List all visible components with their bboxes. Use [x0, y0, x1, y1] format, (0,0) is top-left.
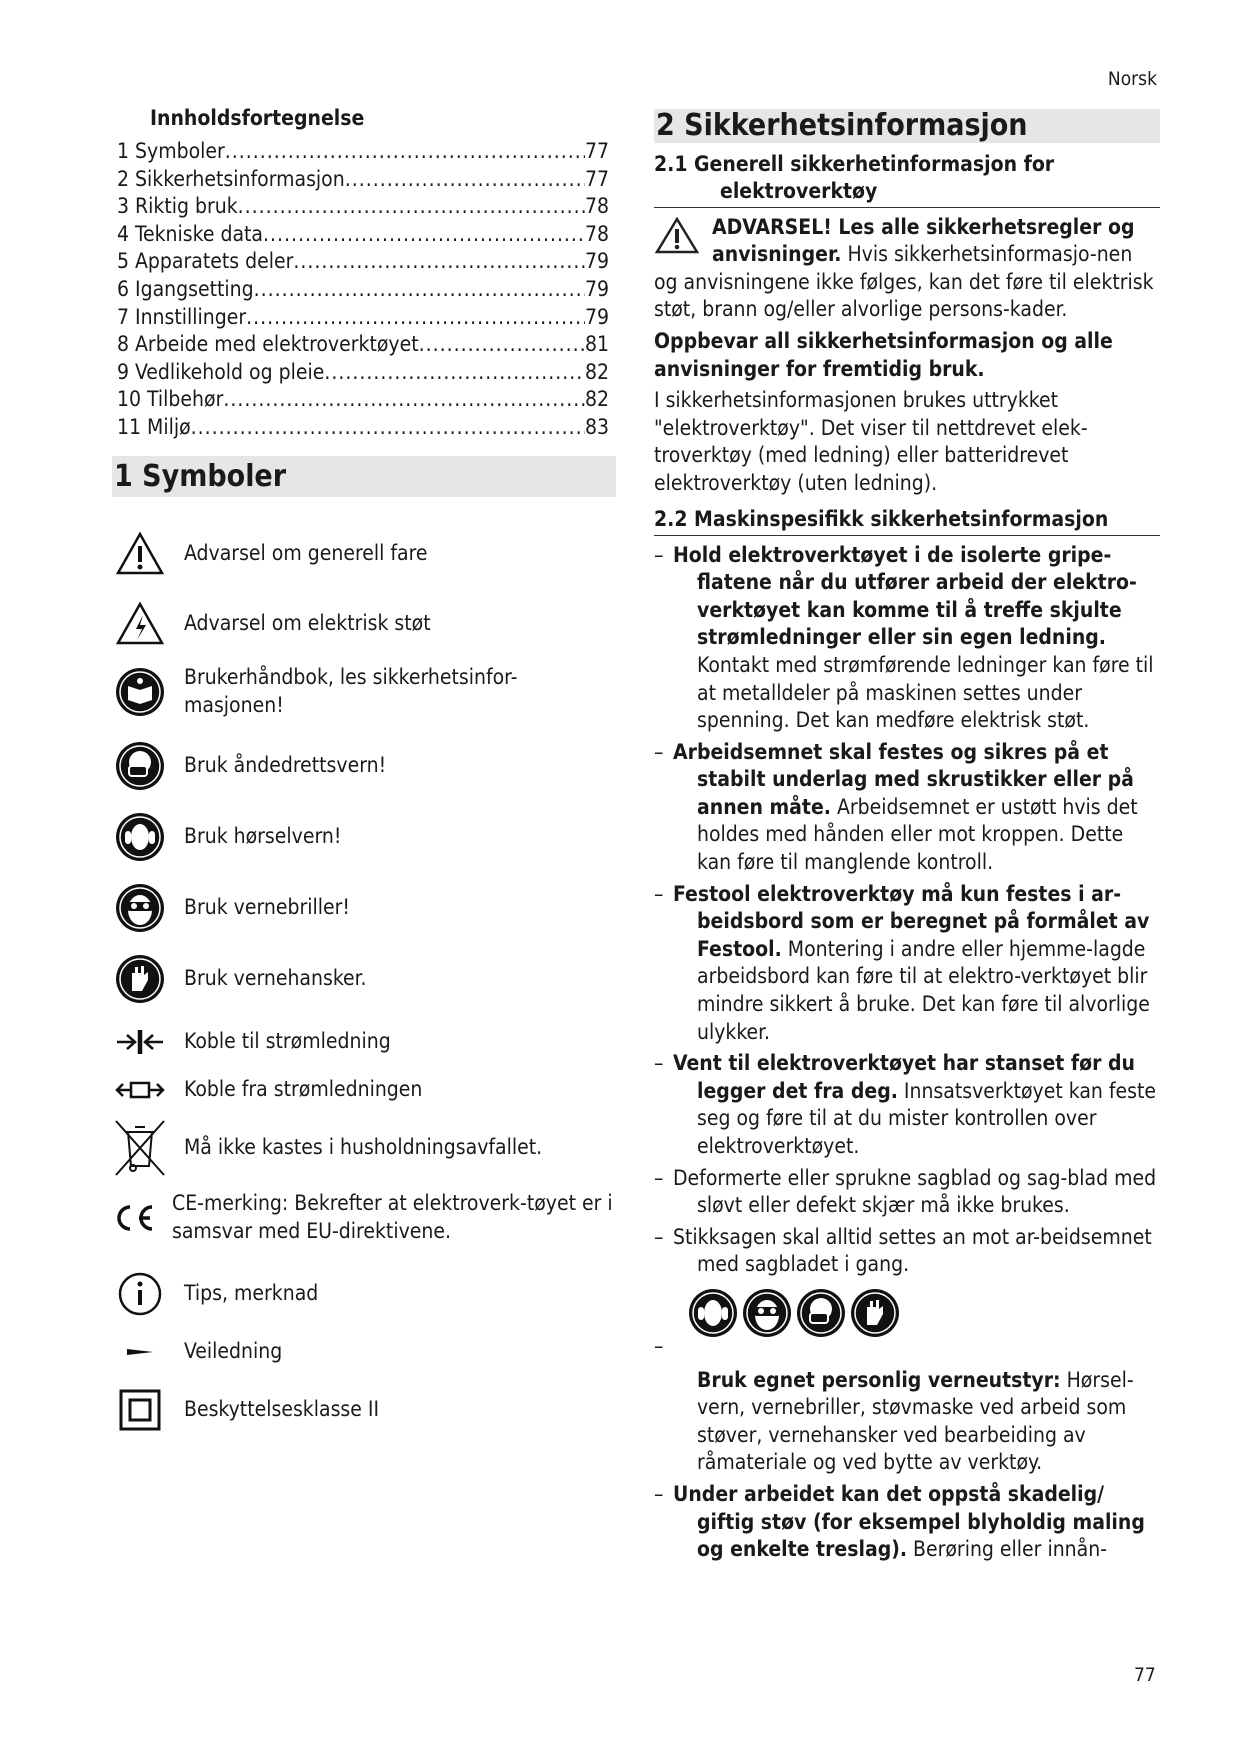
item-text: Arbeidsemnet er ustøtt hvis det holdes med hånden eller mot kroppen. Dette kan føre til manglende kontroll.	[697, 794, 1138, 875]
ppe-icons-row	[654, 1287, 1160, 1361]
subsection-2-2-title: 2.2 Maskinspesifikk sikkerhetsinformasjon	[654, 506, 1160, 536]
electric-shock-icon	[112, 596, 168, 652]
list-item: – Deformerte eller sprukne sagblad og sag-blad med sløvt eller defekt skjær må ikke brukes.	[654, 1165, 1157, 1218]
item-text: Innsatsverktøyet kan feste seg og føre til at du mister kontrollen over elektroverktøyet.	[697, 1078, 1157, 1158]
toc-entry-page: 79	[584, 304, 609, 329]
toc-entry-page: 82	[584, 359, 609, 384]
symbol-row	[112, 1062, 617, 1118]
toc-entry-label: 3 Riktig bruk	[117, 194, 238, 219]
toc-title: Innholdsfortegnelse	[150, 106, 365, 130]
ear-protection-icon	[687, 1287, 739, 1347]
symbol-row	[112, 1324, 617, 1380]
symbol-label: Beskyttelsesklasse II	[184, 1397, 380, 1422]
ppe-bold: Bruk egnet personlig verneutstyr:	[697, 1367, 1061, 1392]
toc-entry-page: 79	[584, 249, 609, 274]
toc-entry-label: 11 Miljø	[117, 414, 191, 439]
goggles-icon	[741, 1287, 793, 1347]
toc-entry-page: 79	[584, 276, 609, 301]
item-bold: Festool elektroverktøy må kun festes i ar-beidsbord som er beregnet på formålet av Festool.	[673, 881, 1150, 961]
item-text: Kontakt med strømførende ledninger kan føre til at metalldeler på maskinen settes under spenning. Det kan medføre elektrisk støt.	[697, 652, 1154, 733]
symbol-label: Bruk vernebriller!	[184, 895, 350, 920]
subsection-2-1-title	[654, 151, 1160, 208]
item-text: Deformerte eller sprukne sagblad og sag-blad med sløvt eller defekt skjær må ikke brukes.	[673, 1165, 1157, 1218]
symbol-label: Bruk vernehansker.	[184, 966, 367, 991]
symbol-label: Advarsel om generell fare	[184, 541, 428, 566]
item-bold: Hold elektroverktøyet i de isolerte gripe-flatene når du utfører arbeid der elektro-verktøyet kan komme til å treffe skjulte strømledninger eller sin egen ledning.	[673, 542, 1137, 650]
toc-entry-page: 77	[584, 139, 609, 163]
symbol-row	[112, 1382, 617, 1438]
title-line: elektroverktøy	[720, 178, 878, 203]
symbol-row	[112, 738, 617, 794]
item-bold: Arbeidsemnet skal festes og sikres på et stabilt underlag med skrustikker eller på annen måte.	[673, 739, 1134, 819]
toc-entry-page: 78	[584, 194, 609, 219]
crossed-bin-icon	[112, 1120, 168, 1176]
manual-icon	[112, 664, 168, 720]
dash: –	[654, 1333, 664, 1358]
symbol-row	[112, 596, 617, 652]
symbol-row	[112, 880, 617, 936]
ppe-paragraph	[654, 1367, 1160, 1477]
unplug-icon	[112, 1062, 168, 1118]
toc-entry-label: 6 Igangsetting	[117, 276, 254, 301]
section-title-safety: 2 Sikkerhetsinformasjon	[654, 109, 1160, 143]
symbol-label: Advarsel om elektrisk støt	[184, 611, 431, 636]
list-item: – Festool elektroverktøy må kun festes i ar-beidsbord som er beregnet på formålet av Festool. Montering i andre eller hjemme-lagde arbeidsbord kan føre til at elektro-verktøyet blir mindre sikkert å bruke. Det kan føre til alvorlige ulykker.	[654, 881, 1150, 1044]
right-column	[654, 109, 1160, 1568]
symbol-row	[112, 526, 617, 582]
symbol-label: Tips, merknad	[184, 1281, 319, 1306]
symbol-label: Veiledning	[184, 1339, 283, 1364]
symbol-label: Koble fra strømledningen	[184, 1077, 423, 1102]
section-title-symbols: 1 Symboler	[112, 456, 616, 497]
symbol-label: Koble til strømledning	[184, 1029, 391, 1054]
item-text: Montering i andre eller hjemme-lagde arbeidsbord kan føre til at elektro-verktøyet blir mindre sikkert å bruke. Det kan føre til alvorlige ulykker.	[697, 936, 1150, 1044]
toc-entry-page: 83	[584, 414, 609, 439]
keep-instructions	[654, 328, 1160, 383]
symbol-row	[112, 664, 617, 720]
warning-bold: ADVARSEL! Les alle sikkerhetsregler og anvisninger.	[712, 214, 1135, 267]
gloves-icon	[112, 951, 168, 1007]
item-bold: Vent til elektroverktøyet har stanset før du legger det fra deg.	[673, 1051, 1135, 1103]
symbol-row	[112, 951, 617, 1007]
respirator-icon	[112, 738, 168, 794]
symbol-label: CE-merking: Bekrefter at elektroverk-tøyet er i samsvar med EU-direktivene.	[172, 1191, 613, 1243]
title-line: 2.1 Generell sikkerhetinformasjon for	[654, 151, 1055, 176]
symbol-label: Må ikke kastes i husholdningsavfallet.	[184, 1135, 543, 1160]
info-icon	[112, 1266, 168, 1322]
gloves-icon	[849, 1287, 901, 1347]
list-item: – Under arbeidet kan det oppstå skadelig/ giftig støv (for eksempel blyholdig maling og enkelte treslag). Berøring eller innån-	[654, 1481, 1145, 1562]
protection-class-ii-icon	[112, 1382, 168, 1438]
item-text: Stikksagen skal alltid settes an mot ar-beidsemnet med sagbladet i gang.	[673, 1224, 1152, 1277]
respirator-icon	[795, 1287, 847, 1347]
symbol-row	[112, 1120, 617, 1176]
warning-paragraph	[654, 214, 1160, 324]
symbol-label: Bruk åndedrettsvern!	[184, 753, 387, 778]
list-item: – Hold elektroverktøyet i de isolerte gripe-flatene når du utfører arbeid der elektro-verktøyet kan komme til å treffe skjulte strømledninger eller sin egen ledning. Kontakt med strømførende ledninger kan føre til at metalldeler på maskinen settes under spenning. Det kan medføre elektrisk støt.	[654, 542, 1154, 733]
symbol-label: Bruk hørselvern!	[184, 824, 342, 849]
list-item: – Stikksagen skal alltid settes an mot ar-beidsemnet med sagbladet i gang.	[654, 1224, 1152, 1277]
ppe-text: Hørsel-vern, vernebriller, støvmaske ved arbeid som støver, vernehansker ved bearbeiding av råmateriale og ved bytte av verktøy.	[697, 1367, 1134, 1475]
toc-entry-label: 9 Vedlikehold og pleie	[117, 359, 325, 384]
goggles-icon	[112, 880, 168, 936]
definition-paragraph: I sikkerhetsinformasjonen brukes uttrykket "elektroverktøy". Det viser til nettdrevet elek-troverktøy (med ledning) eller batteridrevet elektroverktøy (uten ledning).	[654, 388, 1088, 495]
warning-triangle-icon	[654, 216, 700, 256]
item-bold: Under arbeidet kan det oppstå skadelig/ giftig støv (for eksempel blyholdig maling og enkelte treslag).	[673, 1481, 1145, 1562]
symbol-label: Brukerhåndbok, les sikkerhetsinfor-masjonen!	[183, 665, 518, 717]
toc-entry-label: 2 Sikkerhetsinformasjon	[117, 166, 345, 191]
page-number: 77	[1134, 1664, 1156, 1686]
keep-text: Oppbevar all sikkerhetsinformasjon og alle anvisninger for fremtidig bruk.	[654, 328, 1113, 381]
toc-entry-label: 5 Apparatets deler	[117, 249, 294, 274]
warning-text: Hvis sikkerhetsinformasjo-nen og anvisningene ikke følges, kan det føre til elektrisk støt, brann og/eller alvorlige persons-kader.	[654, 242, 1154, 322]
toc-entry-page: 78	[584, 221, 609, 246]
symbol-row	[112, 809, 617, 865]
list-item: – Vent til elektroverktøyet har stanset før du legger det fra deg. Innsatsverktøyet kan feste seg og føre til at du mister kontrollen over elektroverktøyet.	[654, 1051, 1157, 1158]
item-text: Berøring eller innån-	[907, 1537, 1108, 1562]
specific-safety-list	[654, 542, 1160, 1279]
toc-entry-label: 1 Symboler	[117, 139, 225, 163]
toc-entry-label: 10 Tilbehør	[117, 387, 224, 412]
ce-mark-icon	[112, 1190, 156, 1246]
arrow-pointer-icon	[112, 1324, 168, 1380]
toc-entry-label: 8 Arbeide med elektroverktøyet	[117, 332, 419, 357]
symbols-list	[112, 0, 617, 1754]
toc-entry-page: 82	[584, 387, 609, 412]
toc-entry-label: 7 Innstillinger	[117, 304, 247, 329]
toc-entry-label: 4 Tekniske data	[117, 221, 263, 246]
toc-entry-page: 81	[584, 332, 609, 357]
ear-protection-icon	[112, 809, 168, 865]
symbol-row	[112, 1190, 617, 1246]
toc-entry-page: 77	[584, 166, 609, 191]
warning-triangle-icon	[112, 526, 168, 582]
language-label: Norsk	[1107, 68, 1157, 90]
list-item: – Arbeidsemnet skal festes og sikres på et stabilt underlag med skrustikker eller på annen måte. Arbeidsemnet er ustøtt hvis det holdes med hånden eller mot kroppen. Dette kan føre til manglende kontroll.	[654, 739, 1138, 875]
symbol-row	[112, 1266, 617, 1322]
